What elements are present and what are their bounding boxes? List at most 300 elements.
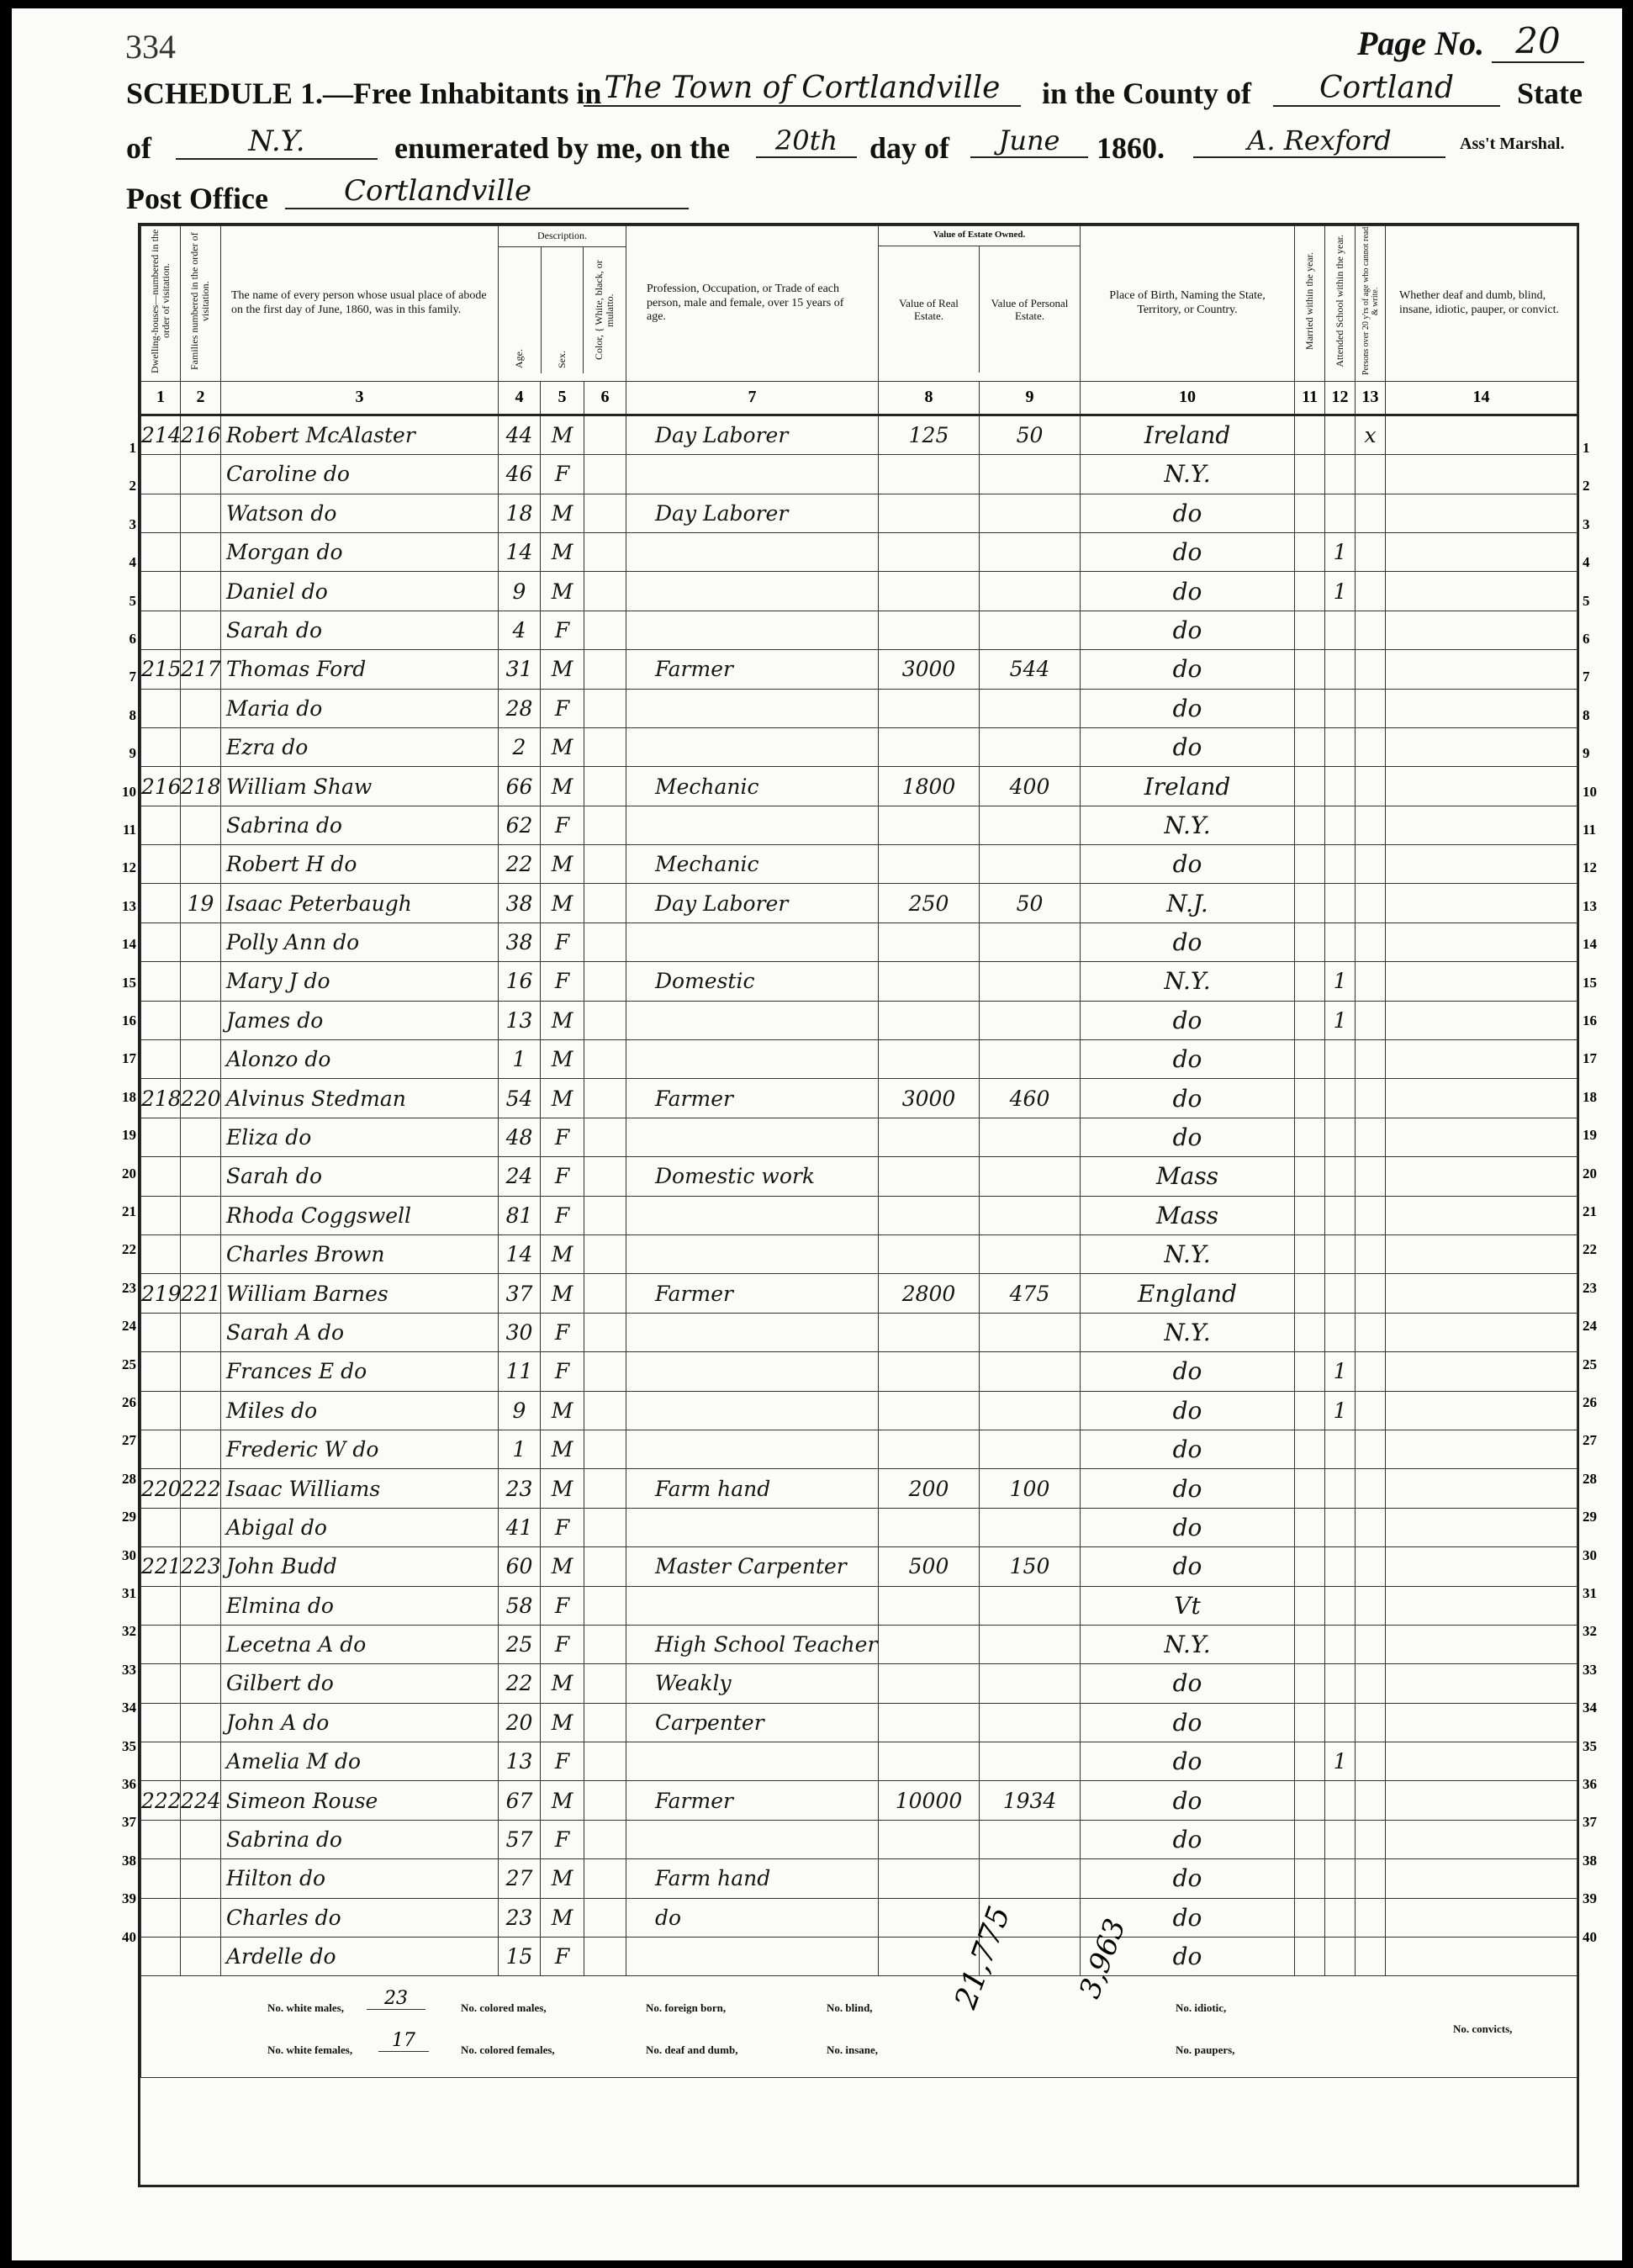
personal-estate-cell xyxy=(980,806,1081,844)
illiterate-cell xyxy=(1356,1938,1386,1976)
sex-cell: M xyxy=(541,884,584,923)
school-cell xyxy=(1325,1820,1356,1858)
real-estate-cell xyxy=(879,1391,980,1430)
family-number: 220 xyxy=(181,1079,221,1118)
birthplace-cell: Ireland xyxy=(1081,767,1295,806)
blind-label: No. blind, xyxy=(827,2001,873,2015)
col-condition-header: Whether deaf and dumb, blind, insane, idiotic, pauper, or convict. xyxy=(1386,226,1578,382)
color-cell xyxy=(584,1157,626,1196)
sex-cell: F xyxy=(541,689,584,727)
line-number: 40 xyxy=(122,1928,136,1945)
person-name: Rhoda Coggswell xyxy=(221,1196,499,1234)
married-cell xyxy=(1295,1430,1325,1468)
married-cell xyxy=(1295,611,1325,649)
real-estate-cell: 3000 xyxy=(879,1079,980,1118)
colored-males-label: No. colored males, xyxy=(461,2001,547,2015)
line-number: 36 xyxy=(1583,1776,1597,1792)
of-label: of xyxy=(126,131,151,165)
family-number xyxy=(181,1040,221,1079)
color-cell xyxy=(584,689,626,727)
school-cell xyxy=(1325,767,1356,806)
occupation-cell: Master Carpenter xyxy=(626,1547,879,1586)
birthplace-cell: do xyxy=(1081,1664,1295,1703)
school-cell xyxy=(1325,1196,1356,1234)
age-cell: 44 xyxy=(499,415,541,454)
illiterate-cell xyxy=(1356,727,1386,766)
birthplace-cell: do xyxy=(1081,572,1295,611)
line-number: 39 xyxy=(122,1890,136,1907)
census-row xyxy=(141,1625,1578,1663)
birthplace-cell: do xyxy=(1081,1001,1295,1039)
sex-cell: M xyxy=(541,1703,584,1742)
birthplace-cell: do xyxy=(1081,1079,1295,1118)
person-name: Simeon Rouse xyxy=(221,1781,499,1820)
col-name-header: The name of every person whose usual place of abode on the first day of June, 1860, was in this family. xyxy=(221,226,499,382)
line-number: 27 xyxy=(1583,1432,1597,1449)
family-number xyxy=(181,1859,221,1898)
personal-estate-cell xyxy=(980,1820,1081,1858)
color-cell xyxy=(584,1274,626,1313)
condition-cell xyxy=(1386,1781,1578,1820)
color-cell xyxy=(584,806,626,844)
family-number xyxy=(181,1820,221,1858)
school-cell xyxy=(1325,415,1356,454)
family-number: 223 xyxy=(181,1547,221,1586)
illiterate-cell xyxy=(1356,1430,1386,1468)
family-number: 216 xyxy=(181,415,221,454)
line-number: 18 xyxy=(122,1088,136,1105)
line-number: 8 xyxy=(1583,706,1590,723)
line-number: 20 xyxy=(1583,1165,1597,1182)
census-row xyxy=(141,1586,1578,1625)
birthplace-cell: Mass xyxy=(1081,1196,1295,1234)
occupation-cell: Carpenter xyxy=(626,1703,879,1742)
real-estate-cell: 500 xyxy=(879,1547,980,1586)
census-row xyxy=(141,1235,1578,1274)
line-number: 21 xyxy=(122,1203,136,1219)
condition-cell xyxy=(1386,572,1578,611)
condition-cell xyxy=(1386,1508,1578,1546)
school-cell xyxy=(1325,650,1356,689)
dwelling-number xyxy=(141,572,181,611)
real-estate-cell xyxy=(879,1001,980,1039)
age-cell: 9 xyxy=(499,572,541,611)
personal-estate-cell xyxy=(980,923,1081,961)
age-cell: 1 xyxy=(499,1430,541,1468)
personal-estate-cell xyxy=(980,689,1081,727)
illiterate-cell xyxy=(1356,1274,1386,1313)
age-cell: 37 xyxy=(499,1274,541,1313)
col-personal-estate-header: Value of Personal Estate. xyxy=(991,296,1069,323)
county-value: Cortland xyxy=(1273,71,1500,107)
birthplace-cell: do xyxy=(1081,1859,1295,1898)
condition-cell xyxy=(1386,1586,1578,1625)
married-cell xyxy=(1295,962,1325,1001)
age-cell: 58 xyxy=(499,1586,541,1625)
paupers-label: No. paupers, xyxy=(1176,2043,1235,2057)
dwelling-number: 219 xyxy=(141,1274,181,1313)
person-name: Frederic W do xyxy=(221,1430,499,1468)
married-cell xyxy=(1295,1820,1325,1858)
census-row xyxy=(141,1079,1578,1118)
person-name: James do xyxy=(221,1001,499,1039)
sex-cell: F xyxy=(541,806,584,844)
line-number: 28 xyxy=(122,1470,136,1487)
column-number: 2 xyxy=(181,381,221,415)
condition-cell xyxy=(1386,1157,1578,1196)
color-cell xyxy=(584,767,626,806)
sex-cell: M xyxy=(541,572,584,611)
family-number xyxy=(181,1938,221,1976)
line-number: 32 xyxy=(122,1623,136,1640)
real-estate-cell xyxy=(879,806,980,844)
person-name: William Barnes xyxy=(221,1274,499,1313)
sex-cell: M xyxy=(541,1469,584,1508)
marshal-name: A. Rexford xyxy=(1193,124,1445,158)
family-number xyxy=(181,494,221,532)
school-cell: 1 xyxy=(1325,1742,1356,1781)
person-name: John Budd xyxy=(221,1547,499,1586)
birthplace-cell: do xyxy=(1081,1742,1295,1781)
color-cell xyxy=(584,1586,626,1625)
line-number: 21 xyxy=(1583,1203,1597,1219)
married-cell xyxy=(1295,1235,1325,1274)
person-name: Alvinus Stedman xyxy=(221,1079,499,1118)
family-number xyxy=(181,1352,221,1391)
personal-estate-cell: 100 xyxy=(980,1469,1081,1508)
real-estate-cell xyxy=(879,1703,980,1742)
census-row xyxy=(141,1859,1578,1898)
line-number: 1 xyxy=(129,440,136,456)
dwelling-number xyxy=(141,689,181,727)
illiterate-cell xyxy=(1356,923,1386,961)
condition-cell xyxy=(1386,1859,1578,1898)
col-family-header: Families numbered in the order of visitation. xyxy=(181,226,221,382)
age-cell: 22 xyxy=(499,845,541,884)
condition-cell xyxy=(1386,806,1578,844)
condition-cell xyxy=(1386,1001,1578,1039)
dwelling-number xyxy=(141,455,181,494)
census-row xyxy=(141,1938,1578,1976)
personal-estate-cell xyxy=(980,962,1081,1001)
illiterate-cell xyxy=(1356,1157,1386,1196)
color-cell xyxy=(584,494,626,532)
occupation-cell: Weakly xyxy=(626,1664,879,1703)
real-estate-cell: 200 xyxy=(879,1469,980,1508)
school-cell xyxy=(1325,1898,1356,1937)
personal-estate-cell xyxy=(980,1430,1081,1468)
person-name: Lecetna A do xyxy=(221,1625,499,1663)
personal-estate-cell xyxy=(980,1157,1081,1196)
occupation-cell xyxy=(626,572,879,611)
dwelling-number xyxy=(141,611,181,649)
birthplace-cell: N.J. xyxy=(1081,884,1295,923)
illiterate-cell xyxy=(1356,884,1386,923)
person-name: William Shaw xyxy=(221,767,499,806)
illiterate-cell xyxy=(1356,1391,1386,1430)
corner-number: 334 xyxy=(125,28,176,66)
convicts-label: No. convicts, xyxy=(1453,2022,1513,2036)
condition-cell xyxy=(1386,923,1578,961)
school-cell xyxy=(1325,1118,1356,1156)
color-cell xyxy=(584,572,626,611)
occupation-cell: Mechanic xyxy=(626,845,879,884)
sex-cell: F xyxy=(541,1938,584,1976)
dwelling-number: 215 xyxy=(141,650,181,689)
line-number: 23 xyxy=(1583,1279,1597,1296)
sex-cell: M xyxy=(541,1859,584,1898)
condition-cell xyxy=(1386,532,1578,571)
illiterate-cell xyxy=(1356,1235,1386,1274)
column-number: 11 xyxy=(1295,381,1325,415)
personal-estate-cell xyxy=(980,1313,1081,1351)
married-cell xyxy=(1295,767,1325,806)
married-cell xyxy=(1295,689,1325,727)
age-cell: 14 xyxy=(499,1235,541,1274)
married-cell xyxy=(1295,455,1325,494)
birthplace-cell: N.Y. xyxy=(1081,1313,1295,1351)
dwelling-number xyxy=(141,1391,181,1430)
line-number: 33 xyxy=(1583,1661,1597,1678)
person-name: Robert H do xyxy=(221,845,499,884)
sex-cell: M xyxy=(541,1547,584,1586)
sex-cell: F xyxy=(541,962,584,1001)
personal-estate-cell xyxy=(980,1196,1081,1234)
married-cell xyxy=(1295,1079,1325,1118)
line-number: 32 xyxy=(1583,1623,1597,1640)
age-cell: 20 xyxy=(499,1703,541,1742)
color-cell xyxy=(584,1040,626,1079)
family-number: 217 xyxy=(181,650,221,689)
person-name: Sabrina do xyxy=(221,806,499,844)
illiterate-cell xyxy=(1356,572,1386,611)
birthplace-cell: do xyxy=(1081,1938,1295,1976)
sex-cell: F xyxy=(541,1118,584,1156)
dwelling-number xyxy=(141,884,181,923)
real-estate-cell xyxy=(879,689,980,727)
occupation-cell: Farmer xyxy=(626,650,879,689)
dwelling-number xyxy=(141,727,181,766)
illiterate-cell xyxy=(1356,455,1386,494)
line-number: 6 xyxy=(129,631,136,647)
census-row xyxy=(141,572,1578,611)
personal-estate-cell: 544 xyxy=(980,650,1081,689)
personal-estate-cell xyxy=(980,1235,1081,1274)
census-row xyxy=(141,1001,1578,1039)
school-cell xyxy=(1325,1040,1356,1079)
line-number: 25 xyxy=(1583,1356,1597,1372)
line-number: 19 xyxy=(1583,1127,1597,1144)
occupation-cell xyxy=(626,1118,879,1156)
age-cell: 16 xyxy=(499,962,541,1001)
person-name: Daniel do xyxy=(221,572,499,611)
illiterate-cell xyxy=(1356,1352,1386,1391)
color-cell xyxy=(584,727,626,766)
line-number: 6 xyxy=(1583,631,1590,647)
dwelling-number xyxy=(141,1703,181,1742)
personal-estate-cell xyxy=(980,1664,1081,1703)
birthplace-cell: do xyxy=(1081,1547,1295,1586)
school-cell xyxy=(1325,1274,1356,1313)
condition-cell xyxy=(1386,1274,1578,1313)
sex-cell: F xyxy=(541,1352,584,1391)
color-cell xyxy=(584,1391,626,1430)
married-cell xyxy=(1295,1313,1325,1351)
occupation-cell xyxy=(626,611,879,649)
dwelling-number xyxy=(141,1118,181,1156)
dwelling-number: 218 xyxy=(141,1079,181,1118)
condition-cell xyxy=(1386,1430,1578,1468)
married-cell xyxy=(1295,1547,1325,1586)
age-cell: 48 xyxy=(499,1118,541,1156)
line-number: 3 xyxy=(129,515,136,532)
condition-cell xyxy=(1386,884,1578,923)
color-cell xyxy=(584,1781,626,1820)
illiterate-cell xyxy=(1356,1703,1386,1742)
census-row xyxy=(141,962,1578,1001)
color-cell xyxy=(584,1196,626,1234)
birthplace-cell: Ireland xyxy=(1081,415,1295,454)
school-cell xyxy=(1325,1781,1356,1820)
line-number: 12 xyxy=(122,859,136,876)
sex-cell: F xyxy=(541,1196,584,1234)
family-number: 221 xyxy=(181,1274,221,1313)
occupation-cell xyxy=(626,1430,879,1468)
sex-cell: F xyxy=(541,1742,584,1781)
line-number: 10 xyxy=(122,783,136,800)
age-cell: 14 xyxy=(499,532,541,571)
real-estate-cell xyxy=(879,532,980,571)
age-cell: 9 xyxy=(499,1391,541,1430)
person-name: Ezra do xyxy=(221,727,499,766)
census-row xyxy=(141,806,1578,844)
real-estate-cell xyxy=(879,1118,980,1156)
real-estate-cell xyxy=(879,1157,980,1196)
dwelling-number xyxy=(141,923,181,961)
school-cell xyxy=(1325,1703,1356,1742)
person-name: Elmina do xyxy=(221,1586,499,1625)
occupation-cell: Farmer xyxy=(626,1079,879,1118)
line-number: 1 xyxy=(1583,440,1590,456)
post-office-value: Cortlandville xyxy=(285,174,689,209)
column-number: 14 xyxy=(1386,381,1578,415)
estate-group-label: Value of Estate Owned. xyxy=(933,230,1026,240)
color-cell xyxy=(584,962,626,1001)
married-cell xyxy=(1295,1469,1325,1508)
school-cell xyxy=(1325,1079,1356,1118)
person-name: Sarah A do xyxy=(221,1313,499,1351)
occupation-cell xyxy=(626,806,879,844)
column-number: 5 xyxy=(541,381,584,415)
census-row xyxy=(141,1391,1578,1430)
school-cell xyxy=(1325,689,1356,727)
person-name: Robert McAlaster xyxy=(221,415,499,454)
school-cell: 1 xyxy=(1325,1352,1356,1391)
dwelling-number xyxy=(141,494,181,532)
column-number-row xyxy=(141,381,1578,415)
census-row xyxy=(141,494,1578,532)
married-cell xyxy=(1295,532,1325,571)
condition-cell xyxy=(1386,962,1578,1001)
illiterate-cell xyxy=(1356,1469,1386,1508)
condition-cell xyxy=(1386,1469,1578,1508)
condition-cell xyxy=(1386,767,1578,806)
person-name: Sarah do xyxy=(221,611,499,649)
line-number: 19 xyxy=(122,1127,136,1144)
col-birthplace-header: Place of Birth, Naming the State, Territory, or Country. xyxy=(1081,226,1295,382)
page-number-label: Page No. xyxy=(1357,24,1485,62)
occupation-cell: Domestic work xyxy=(626,1157,879,1196)
occupation-cell xyxy=(626,689,879,727)
school-cell xyxy=(1325,1313,1356,1351)
real-estate-cell xyxy=(879,1352,980,1391)
condition-cell xyxy=(1386,1547,1578,1586)
col-illiterate-header: Persons over 20 y'rs of age who cannot read & write. xyxy=(1356,226,1386,382)
person-name: Polly Ann do xyxy=(221,923,499,961)
real-estate-cell xyxy=(879,494,980,532)
real-estate-cell xyxy=(879,1430,980,1468)
line-number: 11 xyxy=(1583,822,1597,838)
census-row xyxy=(141,1274,1578,1313)
sex-cell: M xyxy=(541,1079,584,1118)
color-cell xyxy=(584,1898,626,1937)
sex-cell: F xyxy=(541,611,584,649)
occupation-cell: Domestic xyxy=(626,962,879,1001)
line-number: 3 xyxy=(1583,515,1590,532)
married-cell xyxy=(1295,884,1325,923)
illiterate-cell xyxy=(1356,767,1386,806)
real-estate-cell xyxy=(879,1820,980,1858)
age-cell: 11 xyxy=(499,1352,541,1391)
census-row xyxy=(141,923,1578,961)
sex-cell: F xyxy=(541,455,584,494)
school-cell xyxy=(1325,1235,1356,1274)
line-number: 26 xyxy=(122,1394,136,1410)
age-cell: 18 xyxy=(499,494,541,532)
married-cell xyxy=(1295,1196,1325,1234)
census-row xyxy=(141,884,1578,923)
illiterate-cell xyxy=(1356,1313,1386,1351)
birthplace-cell: N.Y. xyxy=(1081,806,1295,844)
dwelling-number xyxy=(141,1625,181,1663)
real-estate-cell: 125 xyxy=(879,415,980,454)
occupation-cell: Farmer xyxy=(626,1274,879,1313)
census-row xyxy=(141,1742,1578,1781)
census-page xyxy=(12,8,1622,2260)
age-cell: 23 xyxy=(499,1898,541,1937)
birthplace-cell: do xyxy=(1081,1781,1295,1820)
census-row xyxy=(141,1352,1578,1391)
married-cell xyxy=(1295,1742,1325,1781)
married-cell xyxy=(1295,727,1325,766)
personal-estate-cell xyxy=(980,1391,1081,1430)
occupation-cell: Farm hand xyxy=(626,1859,879,1898)
line-number: 9 xyxy=(1583,745,1590,762)
personal-estate-cell: 460 xyxy=(980,1079,1081,1118)
married-cell xyxy=(1295,1938,1325,1976)
family-number xyxy=(181,1157,221,1196)
condition-cell xyxy=(1386,494,1578,532)
married-cell xyxy=(1295,1352,1325,1391)
married-cell xyxy=(1295,1625,1325,1663)
real-estate-cell xyxy=(879,1196,980,1234)
illiterate-cell xyxy=(1356,1820,1386,1858)
white-females-value: 17 xyxy=(378,2030,429,2052)
line-number: 5 xyxy=(129,592,136,609)
illiterate-cell xyxy=(1356,532,1386,571)
birthplace-cell: N.Y. xyxy=(1081,1235,1295,1274)
real-estate-cell xyxy=(879,1664,980,1703)
